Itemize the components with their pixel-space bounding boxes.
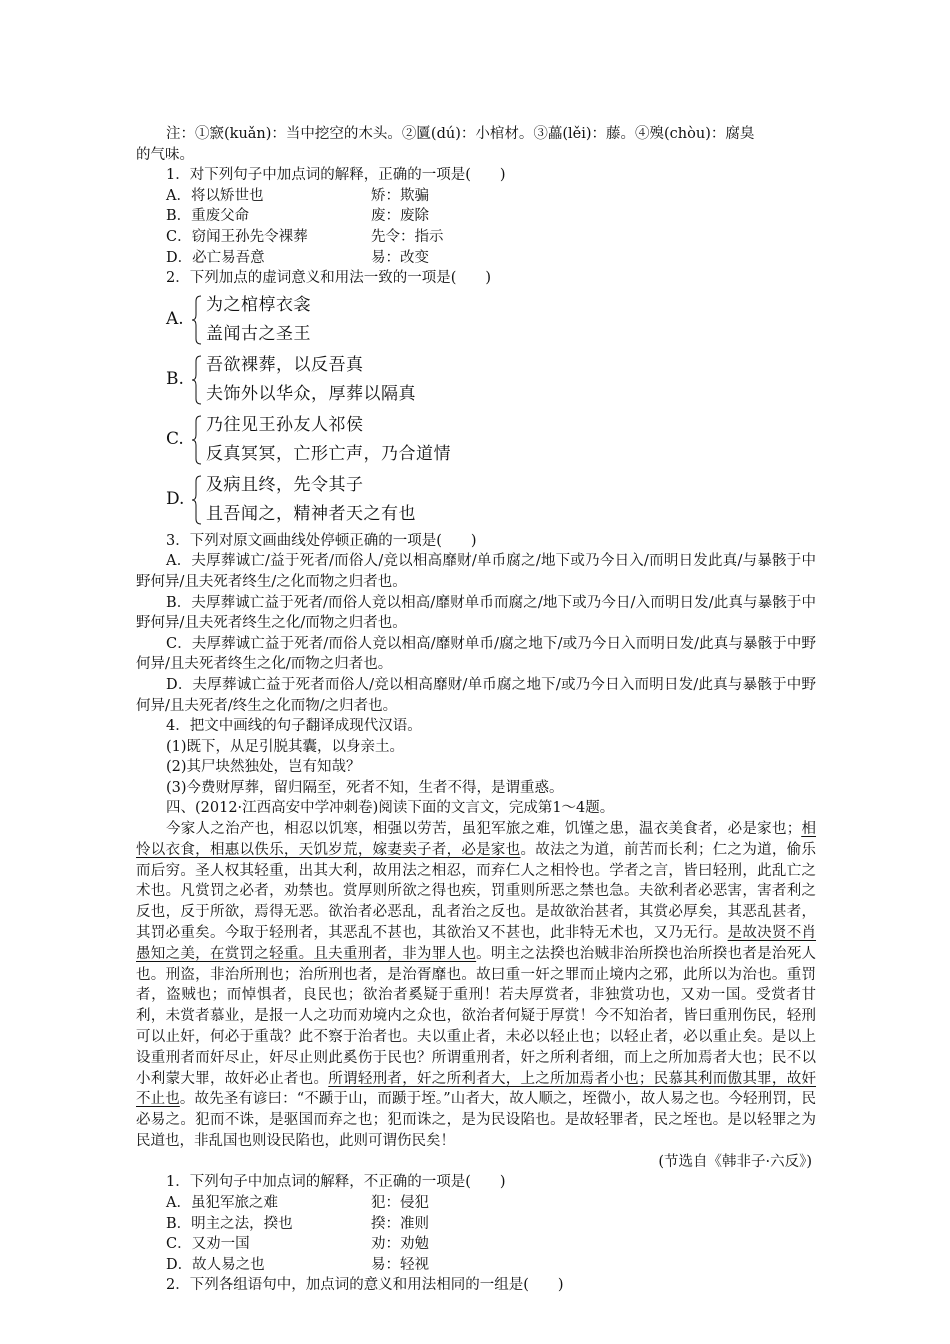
option-letter: B.	[166, 369, 184, 390]
option-sentence: C．又劝一国	[166, 1236, 250, 1253]
option-line: 夫饰外以华众，厚葬以隔真	[206, 383, 416, 404]
option-gloss: 废：废除	[371, 208, 429, 225]
option-row	[136, 227, 816, 248]
question-stem: 4．把文中画线的句子翻译成现代汉语。	[166, 718, 422, 735]
document-page	[136, 124, 816, 1296]
curly-brace-icon	[192, 475, 202, 525]
option-sentence: B．重废父命	[166, 208, 250, 225]
translation-item: (1)既下，从足引脱其囊，以身亲土。	[166, 738, 405, 755]
curly-brace-icon	[192, 295, 202, 345]
option-sentence: D．必亡易吾意	[166, 249, 265, 266]
option-line: 乃往见王孙友人祁侯	[206, 414, 364, 435]
option-gloss: 揆：准则	[371, 1215, 429, 1232]
option-row	[136, 248, 816, 269]
option-gloss: 易：轻视	[371, 1256, 429, 1273]
underlined-sentence: 相怜以衣食，相惠以佚乐，天饥岁荒，嫁妻卖子者，必是家也	[136, 821, 816, 858]
option-line: 为之棺椁衣衾	[206, 294, 311, 315]
option-row	[136, 186, 816, 207]
option-letter: A.	[166, 309, 184, 330]
option-sentence: A．将以矫世也	[166, 187, 264, 204]
option-letter: D.	[166, 489, 185, 510]
option-sentence: D．故人易之也	[166, 1256, 265, 1273]
option-line: 及病且终，先令其子	[206, 474, 364, 495]
underlined-sentence: 是故决贤不肖愚知之美，在赏罚之轻重。且夫重刑者，非为罪人也	[136, 925, 817, 962]
option-gloss: 劝：劝勉	[371, 1236, 429, 1253]
question-stem: 2．下列各组语句中，加点词的意义和用法相同的一组是( )	[166, 1277, 564, 1294]
annotation-note-line2: 的气味。	[136, 146, 194, 163]
underlined-sentence: 所谓轻刑者，奸之所利者大，上之所加焉者小也；民慕其利而傲其罪，故奸不止也	[136, 1070, 817, 1108]
option-gloss: 犯：侵犯	[371, 1195, 429, 1211]
passage-text: 今家人之治产也，相忍以饥寒，相强以劳苦，虽犯军旅之难，饥馑之患，温衣美食者，必是家也；	[166, 821, 802, 838]
option-line: 反真冥冥，亡形亡声，乃合道情	[206, 443, 451, 464]
option-sentence: C．窃闻王孙先令裸葬	[166, 228, 308, 245]
brace-option-d	[166, 471, 816, 529]
option-row	[136, 1214, 816, 1235]
option-paragraph: C．夫厚葬诚亡益于死者/而俗人竞以相高/靡财单币/腐之地下/或乃今日入而明日发/此真与暴骸于中野何异/且夫死者终生之化/而物之归者也。	[136, 635, 816, 673]
option-row	[136, 1255, 816, 1276]
brace-option-a	[166, 291, 816, 349]
option-paragraph: A．夫厚葬诚亡/益于死者/而俗人/竞以相高靡财/单币腐之/地下或乃今日入/而明日发此真/与暴骸于中野何异/且夫死者终生/之化而物之归者也。	[136, 553, 816, 590]
option-gloss: 先令：指示	[371, 228, 444, 245]
option-line: 且吾闻之，精神者天之有也	[206, 503, 416, 524]
brace-option-b	[166, 351, 816, 409]
question-stem: 3．下列对原文画曲线处停顿正确的一项是( )	[166, 532, 477, 549]
curly-brace-icon	[192, 355, 202, 405]
option-row	[136, 206, 816, 227]
option-row	[136, 1193, 816, 1214]
annotation-note-line1: 注：①窾(kuǎn)：当中挖空的木头。②匵(dú)：小棺材。③藟(lěi)：藤。④殠(chòu)：腐臭	[166, 126, 755, 142]
section-heading: 四、(2012·江西高安中学冲刺卷)阅读下面的文言文，完成第1～4题。	[166, 800, 615, 817]
option-sentence: B．明主之法，揆也	[166, 1215, 293, 1232]
translation-item: (3)今费财厚葬，留归隔至，死者不知，生者不得，是谓重惑。	[166, 779, 564, 796]
option-gloss: 易：改变	[371, 249, 429, 266]
option-line: 盖闻古之圣王	[206, 323, 311, 344]
option-sentence: A．虽犯军旅之难	[166, 1195, 278, 1211]
option-paragraph: D．夫厚葬诚亡益于死者而俗人/竞以相高靡财/单币腐之地下/或乃今日入而明日发/此真与暴骸于中野何异/且夫死者/终生之化而物/之归者也。	[136, 676, 816, 714]
curly-brace-icon	[192, 415, 202, 465]
option-row	[136, 1234, 816, 1255]
passage-text: 。明主之法揆也治贼非治所揆也治所揆也者是治死人也。刑盗，非治所刑也；治所刑也者，是治胥靡也。故曰重一奸之罪而止境内之邪，此所以为治也。重罚者，盗贼也；而悼惧者，良民也；欲治者奚疑于重刑！若夫厚赏者，非独赏功也，又劝一国。受赏者甘利，未赏者慕业，是报一人之功而劝境内之众也，欲治者何疑于厚赏！今不知治者，皆曰重刑伤民，轻刑可以止奸，何必于重哉？此不察于治者也。夫以重止者，未必以轻止也；以轻止者，必以重止矣。是以上设重刑者而奸尽止，奸尽止则此奚伤于民也？所谓重刑者，奸之所利者细，而上之所加焉者大也；民不以小利蒙大罪，故奸必止者也。	[136, 945, 817, 1087]
option-gloss: 矫：欺骗	[371, 187, 429, 204]
passage-text: 。故法之为道，前苦而长利；仁之为道，偷乐而后穷。圣人权其轻重，出其大利，故用法之相忍，而弃仁人之相怜也。学者之言，皆曰轻刑，此乱亡之术也。凡赏罚之必者，劝禁也。赏厚则所欲之得也疾，罚重则所恶之禁也急。夫欲利者必恶害，害者利之反也，反于所欲，焉得无恶。欲治者必恶乱，乱者治之反也。是故欲治甚者，其赏必厚矣，其恶乱甚者，其罚必重矣。今取于轻刑者，其恶乱不甚也，其欲治又不甚也，此非特无术也，又乃无行。	[136, 841, 817, 942]
question-stem: 1．对下列句子中加点词的解释，正确的一项是( )	[166, 167, 506, 184]
option-line: 吾欲裸葬，以反吾真	[206, 354, 364, 375]
passage-source: (节选自《韩非子·六反》)	[658, 1153, 812, 1170]
translation-item: (2)其尸块然独处，岂有知哉？	[166, 759, 361, 776]
option-letter: C.	[166, 429, 184, 450]
option-paragraph: B．夫厚葬诚亡益于死者/而俗人竞以相高/靡财单币而腐之/地下或乃今日/入而明日发/此真与暴骸于中野何异/且夫死者终生之化/而物之归者也。	[136, 594, 816, 632]
brace-option-c	[166, 411, 816, 469]
classical-passage	[136, 819, 816, 1152]
question-stem: 1．下列句子中加点词的解释，不正确的一项是( )	[166, 1174, 506, 1191]
question-stem: 2．下列加点的虚词意义和用法一致的一项是( )	[166, 270, 492, 287]
passage-text: 。故先圣有谚曰：“不踬于山，而踬于垤。”山者大，故人顺之，垤微小，故人易之也。今轻刑罚，民必易之。犯而不诛，是驱国而弃之也；犯而诛之，是为民设陷也。是故轻罪者，民之垤也。是以轻罪之为民道也，非乱国也则设民陷也，此则可谓伤民矣！	[136, 1091, 817, 1150]
